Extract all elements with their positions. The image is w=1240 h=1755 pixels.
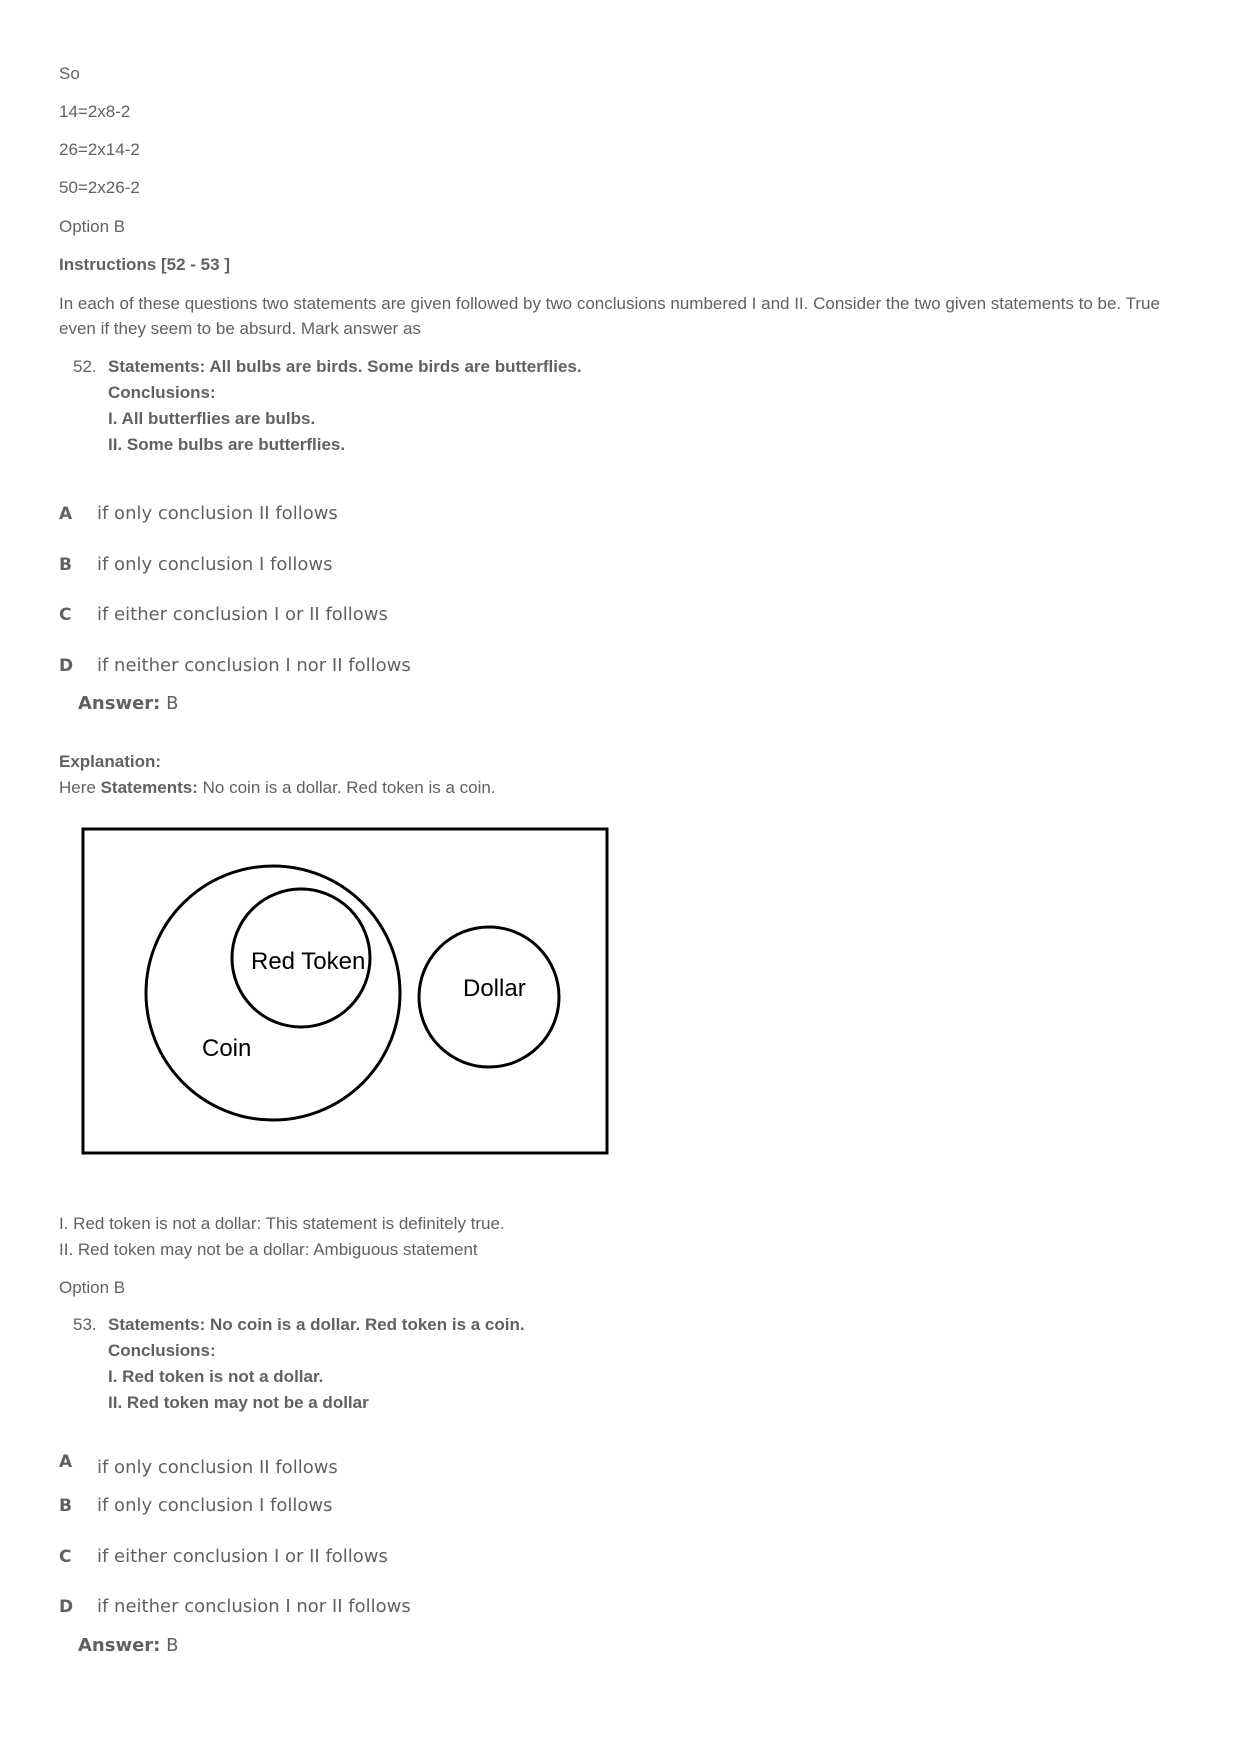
q52-option-c-text[interactable]: if either conclusion I or II follows xyxy=(97,604,388,625)
explanation-line-1: I. Red token is not a dollar: This statement is definitely true. xyxy=(59,1214,505,1233)
red-token-label: Red Token xyxy=(251,948,366,975)
explanation-heading: Explanation: xyxy=(59,752,162,771)
q52-option-a-letter[interactable]: A xyxy=(59,504,73,524)
question-52 xyxy=(73,354,582,458)
explanation-option: Option B xyxy=(59,1278,126,1297)
conclusions-label: Conclusions: xyxy=(108,383,216,402)
answer-label: Answer: xyxy=(78,1635,161,1656)
question-number: 53. xyxy=(73,1315,97,1334)
conclusion-1: I. Red token is not a dollar. xyxy=(108,1367,324,1386)
conclusion-1: I. All butterflies are bulbs. xyxy=(108,409,316,428)
q53-answer xyxy=(78,1635,178,1656)
venn-diagram xyxy=(80,826,610,1156)
intro-option: Option B xyxy=(59,217,126,236)
explanation-line-2: II. Red token may not be a dollar: Ambiguous statement xyxy=(59,1240,478,1259)
dollar-label: Dollar xyxy=(463,975,526,1002)
answer-value: B xyxy=(166,1635,179,1656)
q52-answer xyxy=(78,693,178,714)
question-53 xyxy=(73,1312,525,1416)
q53-option-c-letter[interactable]: C xyxy=(59,1547,72,1567)
explanation-prefix: Here xyxy=(59,778,96,797)
q53-option-c-text[interactable]: if either conclusion I or II follows xyxy=(97,1546,388,1567)
intro-equation-1: 14=2x8-2 xyxy=(59,102,131,121)
q53-option-a-letter[interactable]: A xyxy=(59,1452,73,1472)
question-statements: Statements: No coin is a dollar. Red token is a coin. xyxy=(108,1315,525,1334)
conclusion-2: II. Some bulbs are butterflies. xyxy=(108,435,346,454)
universe-box xyxy=(83,829,607,1153)
intro-equation-3: 50=2x26-2 xyxy=(59,178,140,197)
q52-option-b-text[interactable]: if only conclusion I follows xyxy=(97,554,333,575)
question-statements: Statements: All bulbs are birds. Some birds are butterflies. xyxy=(108,357,582,376)
q52-option-a-text[interactable]: if only conclusion II follows xyxy=(97,503,338,524)
q53-option-d-letter[interactable]: D xyxy=(59,1597,74,1617)
q53-option-d-text[interactable]: if neither conclusion I nor II follows xyxy=(97,1596,411,1617)
instructions-heading: Instructions [52 - 53 ] xyxy=(59,255,230,274)
conclusion-2: II. Red token may not be a dollar xyxy=(108,1393,369,1412)
intro-equation-2: 26=2x14-2 xyxy=(59,140,140,159)
q52-option-c-letter[interactable]: C xyxy=(59,605,72,625)
q53-option-b-text[interactable]: if only conclusion I follows xyxy=(97,1495,333,1516)
q52-option-b-letter[interactable]: B xyxy=(59,555,72,575)
explanation-statements xyxy=(59,776,496,800)
question-number: 52. xyxy=(73,357,97,376)
explanation-statements-text: No coin is a dollar. Red token is a coin. xyxy=(202,778,496,797)
q52-option-d-text[interactable]: if neither conclusion I nor II follows xyxy=(97,655,411,676)
instructions-text: In each of these questions two statements are given followed by two conclusions numbered I and II. Consider the two given statements to be. True even if they seem to be absurd. Mark answer as xyxy=(59,294,1160,338)
q53-option-a-text[interactable]: if only conclusion II follows xyxy=(97,1457,338,1478)
intro-line-so: So xyxy=(59,64,80,83)
q53-option-b-letter[interactable]: B xyxy=(59,1496,72,1516)
answer-label: Answer: xyxy=(78,693,161,714)
explanation-statements-label: Statements: xyxy=(100,778,198,797)
coin-label: Coin xyxy=(202,1035,252,1062)
q52-option-d-letter[interactable]: D xyxy=(59,656,74,676)
answer-value: B xyxy=(166,693,179,714)
conclusions-label: Conclusions: xyxy=(108,1341,216,1360)
